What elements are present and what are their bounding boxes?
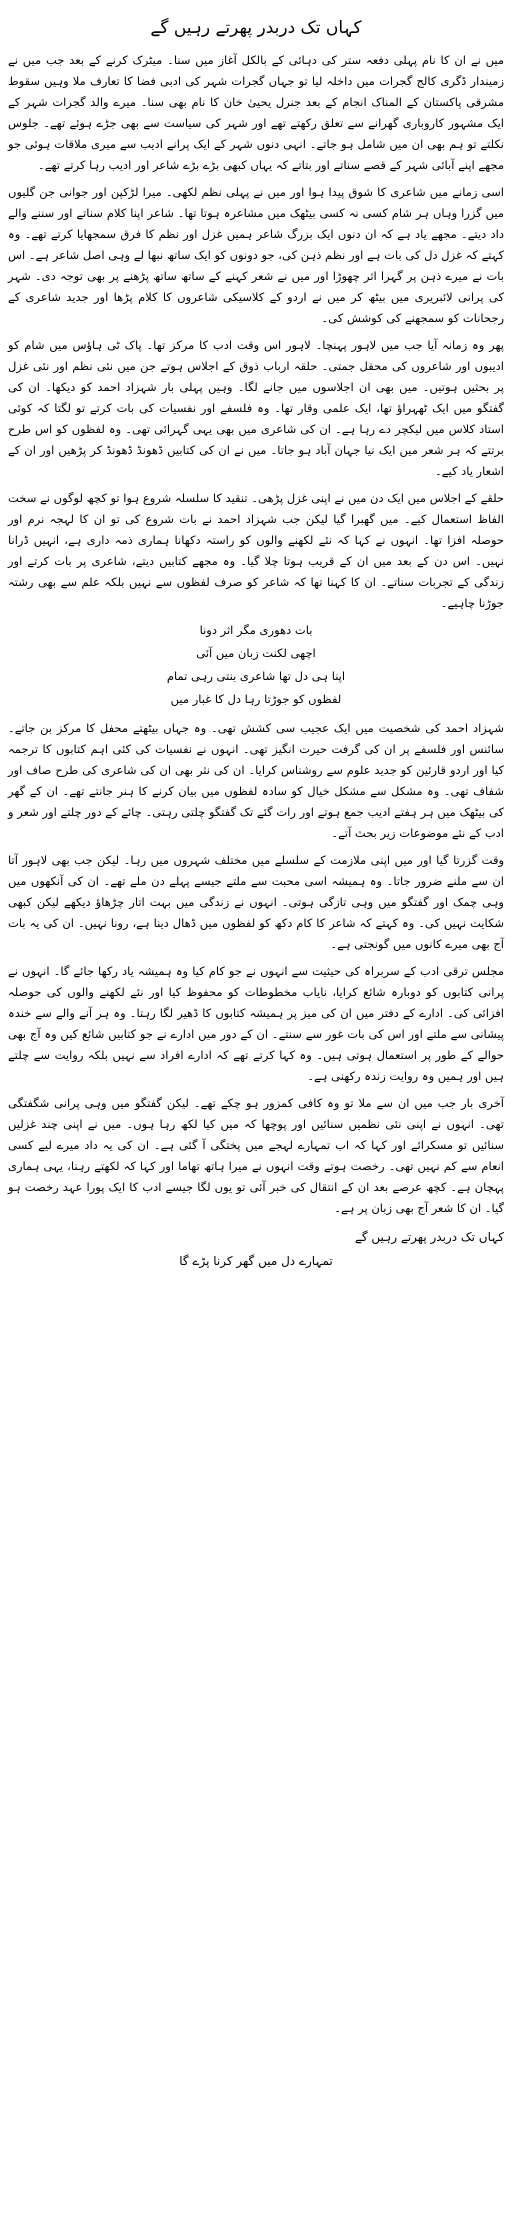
paragraph: پھر وہ زمانہ آیا جب میں لاہور پہنچا۔ لاہور اس وقت ادب کا مرکز تھا۔ پاک ٹی ہاؤس میں شام کو ادیبوں اور شاعروں کی محفل جمتی۔ حلقہ ارباب ذوق کے اجلاس ہوتے جن میں نئی نظم اور نئی غزل پر بحثیں ہوتیں۔ میں بھی ان اجلاسوں میں جانے لگا۔ وہیں پہلی بار شہزاد احمد کو دیکھا۔ ان کی گفتگو میں ایک ٹھہراؤ تھا، ایک علمی وقار تھا۔ وہ فلسفے اور نفسیات کی بات کرتے تو لگتا کہ کوئی استاد کلاس میں لیکچر دے رہا ہے۔ ان کی شاعری میں بھی یہی گہرائی تھی۔ وہ لفظوں کو اس طرح برتتے کہ ہر شعر میں ایک نیا جہان آباد ہو جاتا۔ میں نے ان کی کتابیں ڈھونڈ ڈھونڈ کر پڑھیں اور ان کے اشعار یاد کیے۔ xyxy=(8,338,504,478)
paragraph: مجلس ترقی ادب کے سربراہ کی حیثیت سے انہوں نے جو کام کیا وہ ہمیشہ یاد رکھا جائے گا۔ انہوں نے پرانی کتابوں کو دوبارہ شائع کرایا، نایاب مخطوطات کو محفوظ کیا اور نئے لکھنے والوں کی حوصلہ افزائی کی۔ ادارے کے دفتر میں ان کی میز پر ہمیشہ کتابوں کا ڈھیر لگا رہتا۔ وہ ہر آنے والے سے خندہ پیشانی سے ملتے اور اس کی بات غور سے سنتے۔ ان کے دور میں ادارے نے جو کتابیں شائع کیں وہ آج بھی حوالے کے طور پر استعمال ہوتی ہیں۔ وہ کہا کرتے تھے کہ ادارے افراد سے نہیں بلکہ روایت سے چلتے ہیں اور ہمیں وہ روایت زندہ رکھنی ہے۔ xyxy=(8,964,504,1083)
paragraph: وقت گزرتا گیا اور میں اپنی ملازمت کے سلسلے میں مختلف شہروں میں رہا۔ لیکن جب بھی لاہور آتا ان سے ملنے ضرور جاتا۔ وہ ہمیشہ اسی محبت سے ملتے جیسے پہلے دن ملے تھے۔ ان کی آنکھوں میں وہی چمک اور گفتگو میں وہی تازگی ہوتی۔ انہوں نے زندگی میں بہت اتار چڑھاؤ دیکھے لیکن کبھی شکایت نہیں کی۔ وہ کہتے کہ شاعر کا کام دکھ کو لفظوں میں ڈھال دینا ہے، رونا نہیں۔ ان کی یہ بات آج بھی میرے کانوں میں گونجتی ہے۔ xyxy=(8,853,504,951)
verse-block xyxy=(8,620,504,710)
paragraph: آخری بار جب میں ان سے ملا تو وہ کافی کمزور ہو چکے تھے۔ لیکن گفتگو میں وہی پرانی شگفتگی تھی۔ انہوں نے اپنی نئی نظمیں سنائیں اور پوچھا کہ میں کیا لکھ رہا ہوں۔ میں نے اپنی چند غزلیں سنائیں تو مسکرائے اور کہا کہ اب تمہارے لہجے میں پختگی آ گئی ہے۔ ان کی یہ داد میرے لیے کسی انعام سے کم نہیں تھی۔ رخصت ہوتے وقت انہوں نے میرا ہاتھ تھاما اور کہا کہ لکھتے رہنا، یہی ہماری پہچان ہے۔ کچھ عرصے بعد ان کے انتقال کی خبر آئی تو یوں لگا جیسے ادب کا ایک پورا عہد رخصت ہو گیا۔ ان کا شعر آج بھی زبان پر ہے۔ xyxy=(8,1096,504,1215)
verse-line: بات دھوری مگر اثر دونا xyxy=(199,623,313,637)
article-body xyxy=(8,50,504,1273)
paragraph: حلقے کے اجلاس میں ایک دن میں نے اپنی غزل پڑھی۔ تنقید کا سلسلہ شروع ہوا تو کچھ لوگوں نے سخت الفاظ استعمال کیے۔ میں گھبرا گیا لیکن جب شہزاد احمد نے بات شروع کی تو ان کا لہجہ نرم اور حوصلہ افزا تھا۔ انہوں نے کہا کہ نئے لکھنے والوں کو راستہ دکھانا ہماری ذمہ داری ہے، انہیں ڈرانا نہیں۔ اس دن کے بعد میں ان کے قریب ہوتا چلا گیا۔ وہ مجھے کتابیں دیتے، شاعری پر بات کرتے اور زندگی کے تجربات سناتے۔ ان کا کہنا تھا کہ شاعر کو صرف لفظوں سے نہیں بلکہ علم سے بھی رشتہ جوڑنا چاہیے۔ xyxy=(8,491,504,610)
verse-line: اچھی لکنت زبان میں آئی xyxy=(196,646,316,660)
closing-verse-line: کہاں تک دربدر پھرتے رہیں گے xyxy=(354,1230,504,1244)
paragraph: شہزاد احمد کی شخصیت میں ایک عجیب سی کشش تھی۔ وہ جہاں بیٹھتے محفل کا مرکز بن جاتے۔ سائنس اور فلسفے پر ان کی گرفت حیرت انگیز تھی۔ انہوں نے نفسیات کی کئی اہم کتابوں کا ترجمہ کیا اور اردو قارئین کو جدید علوم سے روشناس کرایا۔ ان کی نثر بھی ان کی شاعری کی طرح صاف اور شفاف تھی۔ وہ مشکل سے مشکل خیال کو سادہ لفظوں میں بیان کرنے کا ہنر جانتے تھے۔ ان کے گھر کی بیٹھک میں ہر ہفتے ادیب جمع ہوتے اور رات گئے تک گفتگو چلتی رہتی۔ چائے کے دور چلتے اور شعر و ادب کے نئے موضوعات زیر بحث آتے۔ xyxy=(8,721,504,840)
verse-line: لفظوں کو جوڑتا رہا دل کا غبار میں xyxy=(170,692,342,706)
headline: کہاں تک دربدر پھرتے رہیں گے xyxy=(150,18,362,38)
verse-line: اپنا ہی دل تھا شاعری بنتی رہی تمام xyxy=(166,669,346,683)
closing-verse xyxy=(8,1225,504,1273)
paragraph: اسی زمانے میں شاعری کا شوق پیدا ہوا اور میں نے پہلی نظم لکھی۔ میرا لڑکپن اور جوانی جن گلیوں میں گزرا وہاں ہر شام کسی نہ کسی بیٹھک میں مشاعرہ ہوتا تھا۔ شاعر اپنا کلام سناتے اور سننے والے داد دیتے۔ مجھے یاد ہے کہ ان دنوں ایک بزرگ شاعر ہمیں غزل اور نظم کا فرق سمجھایا کرتے تھے۔ وہ کہتے کہ غزل دل کی بات ہے اور نظم ذہن کی، جو دونوں کو ایک ساتھ نبھا لے وہی اصل شاعر ہے۔ اس بات نے میرے ذہن پر گہرا اثر چھوڑا اور میں نے شعر کہنے کے ساتھ ساتھ پڑھنے پر بھی توجہ دی۔ شہر کی پرانی لائبریری میں بیٹھ کر میں نے اردو کے کلاسیکی شاعروں کا کلام پڑھا اور جدید شاعری کے رجحانات کو سمجھنے کی کوشش کی۔ xyxy=(8,185,504,325)
paragraph: میں نے ان کا نام پہلی دفعہ ستر کی دہائی کے بالکل آغاز میں سنا۔ میٹرک کرنے کے بعد جب میں نے زمیندار ڈگری کالج گجرات میں داخلہ لیا تو جہاں گجرات شہر کی ادبی فضا کا تعارف ملا وہیں سقوط مشرقی پاکستان کے المناک انجام کے بعد جنرل یحییٰ خان کا نام بھی سنا۔ میرے والد گجرات شہر کے ایک مشہور کاروباری گھرانے سے تعلق رکھتے تھے اور شہر کی سیاست سے بھی جڑے ہوئے تھے۔ جلوس نکلتے تو ہم بھی ان میں شامل ہو جاتے۔ انہی دنوں شہر کے ایک پرانے ادیب سے میری ملاقات ہوئی جو مجھے اپنے آبائی شہر کے قصے سناتے اور بتاتے کہ یہاں کبھی بڑے بڑے شاعر اور ادیب رہا کرتے تھے۔ xyxy=(8,53,504,172)
closing-verse-line: تمہارے دل میں گھر کرنا پڑے گا xyxy=(179,1254,333,1268)
